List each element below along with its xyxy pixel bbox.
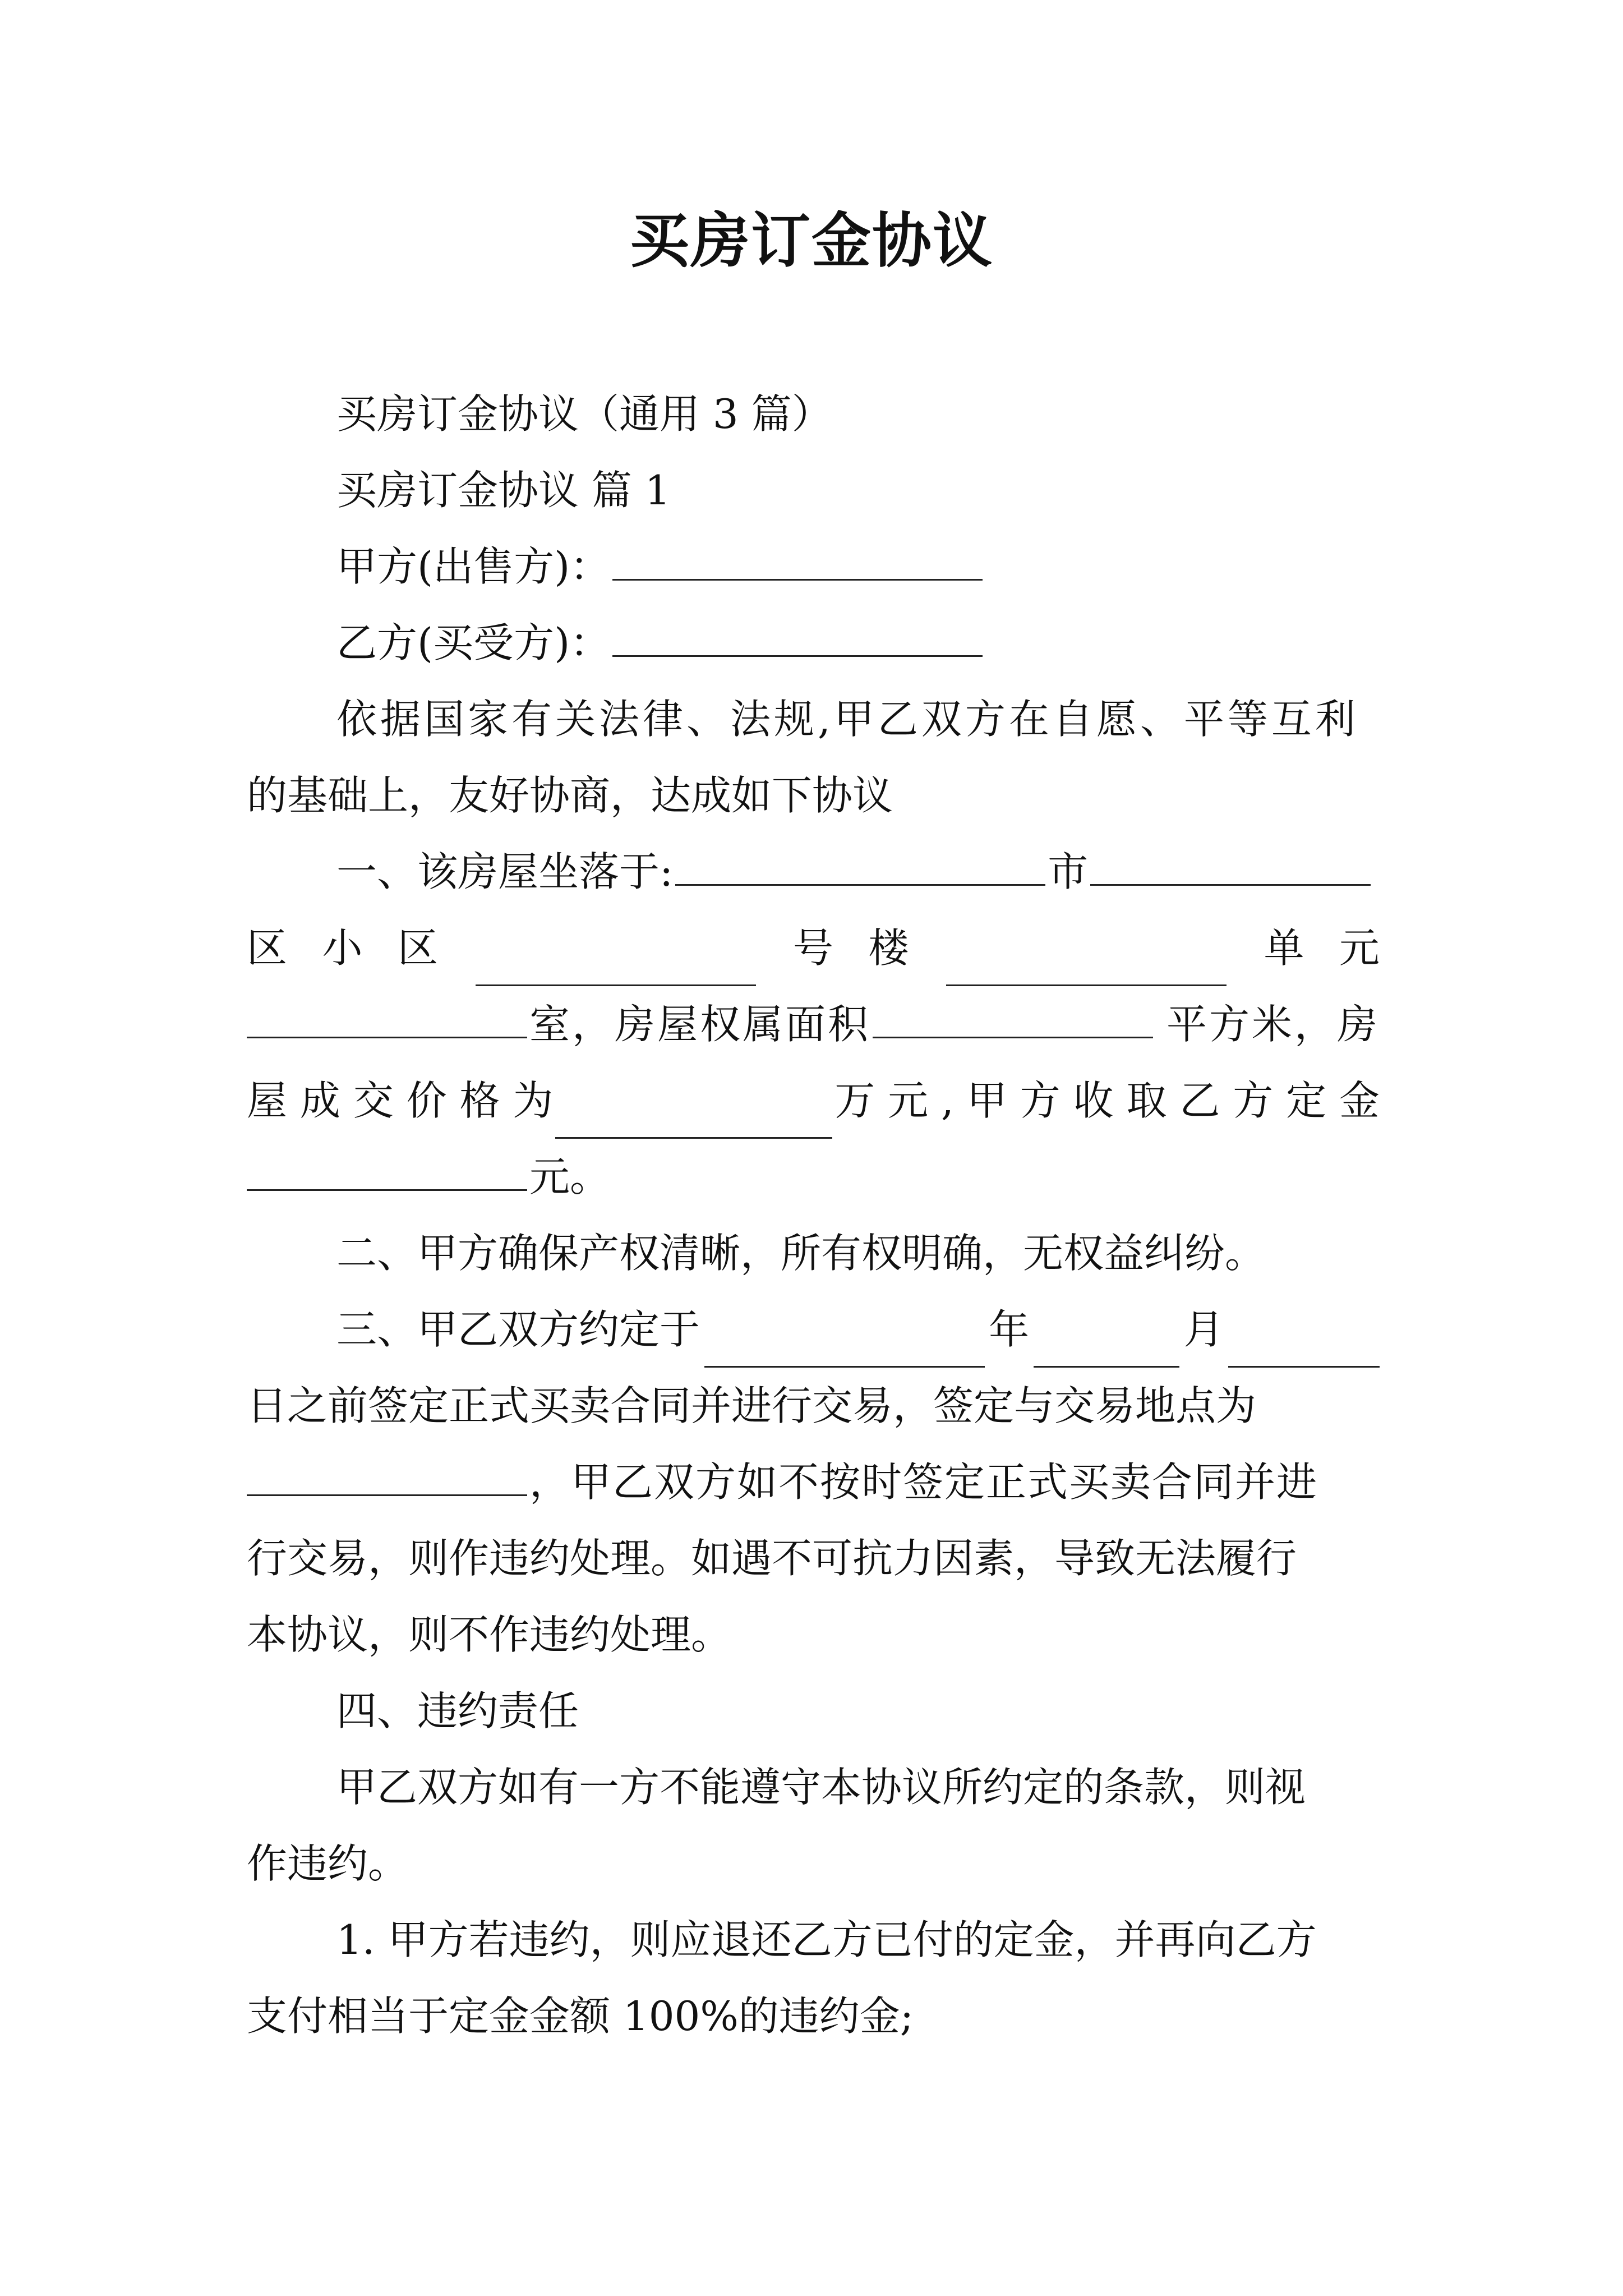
clause-3-line-3 bbox=[247, 1444, 1380, 1520]
clause-3-label: 三、甲乙双方约定于 bbox=[336, 1306, 700, 1353]
community-blank bbox=[476, 936, 756, 986]
party-a-label: 甲方(出售方)： bbox=[336, 543, 611, 590]
area-blank bbox=[873, 988, 1153, 1038]
clause-2: 二、甲方确保产权清晰，所有权明确，无权益纠纷。 bbox=[336, 1230, 1266, 1277]
section-heading: 买房订金协议 篇 1 bbox=[336, 467, 671, 514]
clause-3-line-4: 行交易，则作违约处理。如遇不可抗力因素，导致无法履行 bbox=[247, 1535, 1297, 1582]
room-area-label: 室，房屋权属面积 bbox=[529, 1001, 871, 1048]
party-a-line bbox=[247, 528, 1380, 605]
document-subtitle: 买房订金协议（通用 3 篇） bbox=[336, 390, 832, 438]
building-label: 楼 bbox=[868, 924, 909, 972]
location-blank bbox=[675, 836, 1045, 886]
deposit-label: 万 元 , 甲 方 收 取 乙 方 定 金 bbox=[834, 1077, 1380, 1124]
clause-4-heading: 四、违约责任 bbox=[336, 1687, 579, 1734]
clause-3-line-1 bbox=[247, 1291, 1380, 1368]
price-label: 屋 成 交 价 格 为 bbox=[247, 1077, 554, 1124]
party-b-line bbox=[247, 605, 1380, 681]
month-label: 月 bbox=[1183, 1306, 1224, 1353]
qu-char: 区 bbox=[398, 924, 439, 972]
district-label: 区 bbox=[247, 924, 288, 972]
clause-4-para-1-line-2: 作违约。 bbox=[247, 1840, 409, 1887]
intro-text-1: 依据国家有关法律、法规,甲乙双方在自愿、平等互利 bbox=[336, 696, 1359, 743]
hao-char: 号 bbox=[792, 924, 833, 972]
year-blank bbox=[704, 1318, 985, 1368]
room-blank bbox=[247, 988, 527, 1038]
clause-4-para-1-line-1: 甲乙双方如有一方不能遵守本协议所约定的条款，则视 bbox=[336, 1764, 1306, 1811]
party-b-blank bbox=[612, 607, 983, 657]
price-blank bbox=[555, 1089, 832, 1139]
clause-3-line-2: 日之前签定正式买卖合同并进行交易，签定与交易地点为 bbox=[247, 1382, 1257, 1429]
document-title: 买房订金协议 bbox=[630, 206, 993, 275]
day-blank bbox=[1228, 1318, 1380, 1368]
month-blank bbox=[1034, 1318, 1179, 1368]
clause-1-label: 一、该房屋坐落于: bbox=[336, 848, 674, 895]
clause-1-line-2 bbox=[247, 910, 1380, 986]
intro-line-1 bbox=[247, 681, 1380, 757]
place-blank bbox=[247, 1446, 527, 1496]
dan-char: 单 bbox=[1264, 924, 1304, 972]
clause-1-line-4 bbox=[247, 1062, 1380, 1139]
unit-label: 元 bbox=[1339, 924, 1380, 972]
party-a-blank bbox=[612, 531, 983, 581]
party-b-label: 乙方(买受方)： bbox=[336, 619, 611, 666]
clause-1-line-5 bbox=[247, 1139, 1380, 1215]
clause-3-text-3: ，甲乙双方如不按时签定正式买卖合同并进 bbox=[529, 1458, 1318, 1506]
building-blank bbox=[946, 936, 1227, 986]
xiao-char: 小 bbox=[322, 924, 363, 972]
yuan-label: 元。 bbox=[529, 1153, 611, 1200]
sqm-label: 平方米，房 bbox=[1166, 1001, 1380, 1048]
intro-line-2: 的基础上，友好协商，达成如下协议 bbox=[247, 772, 893, 819]
clause-1-line-3 bbox=[247, 986, 1380, 1062]
clause-4-para-2-line-1: 1. 甲方若违约，则应退还乙方已付的定金，并再向乙方 bbox=[336, 1916, 1317, 1963]
clause-4-para-2-line-2: 支付相当于定金金额 100%的违约金; bbox=[247, 1993, 914, 2040]
year-label: 年 bbox=[989, 1306, 1030, 1353]
city-blank bbox=[1090, 836, 1371, 886]
clause-3-line-5: 本协议，则不作违约处理。 bbox=[247, 1611, 732, 1658]
deposit-blank bbox=[247, 1141, 527, 1191]
city-label: 市 bbox=[1048, 848, 1089, 895]
clause-1-line-1 bbox=[247, 834, 1380, 910]
